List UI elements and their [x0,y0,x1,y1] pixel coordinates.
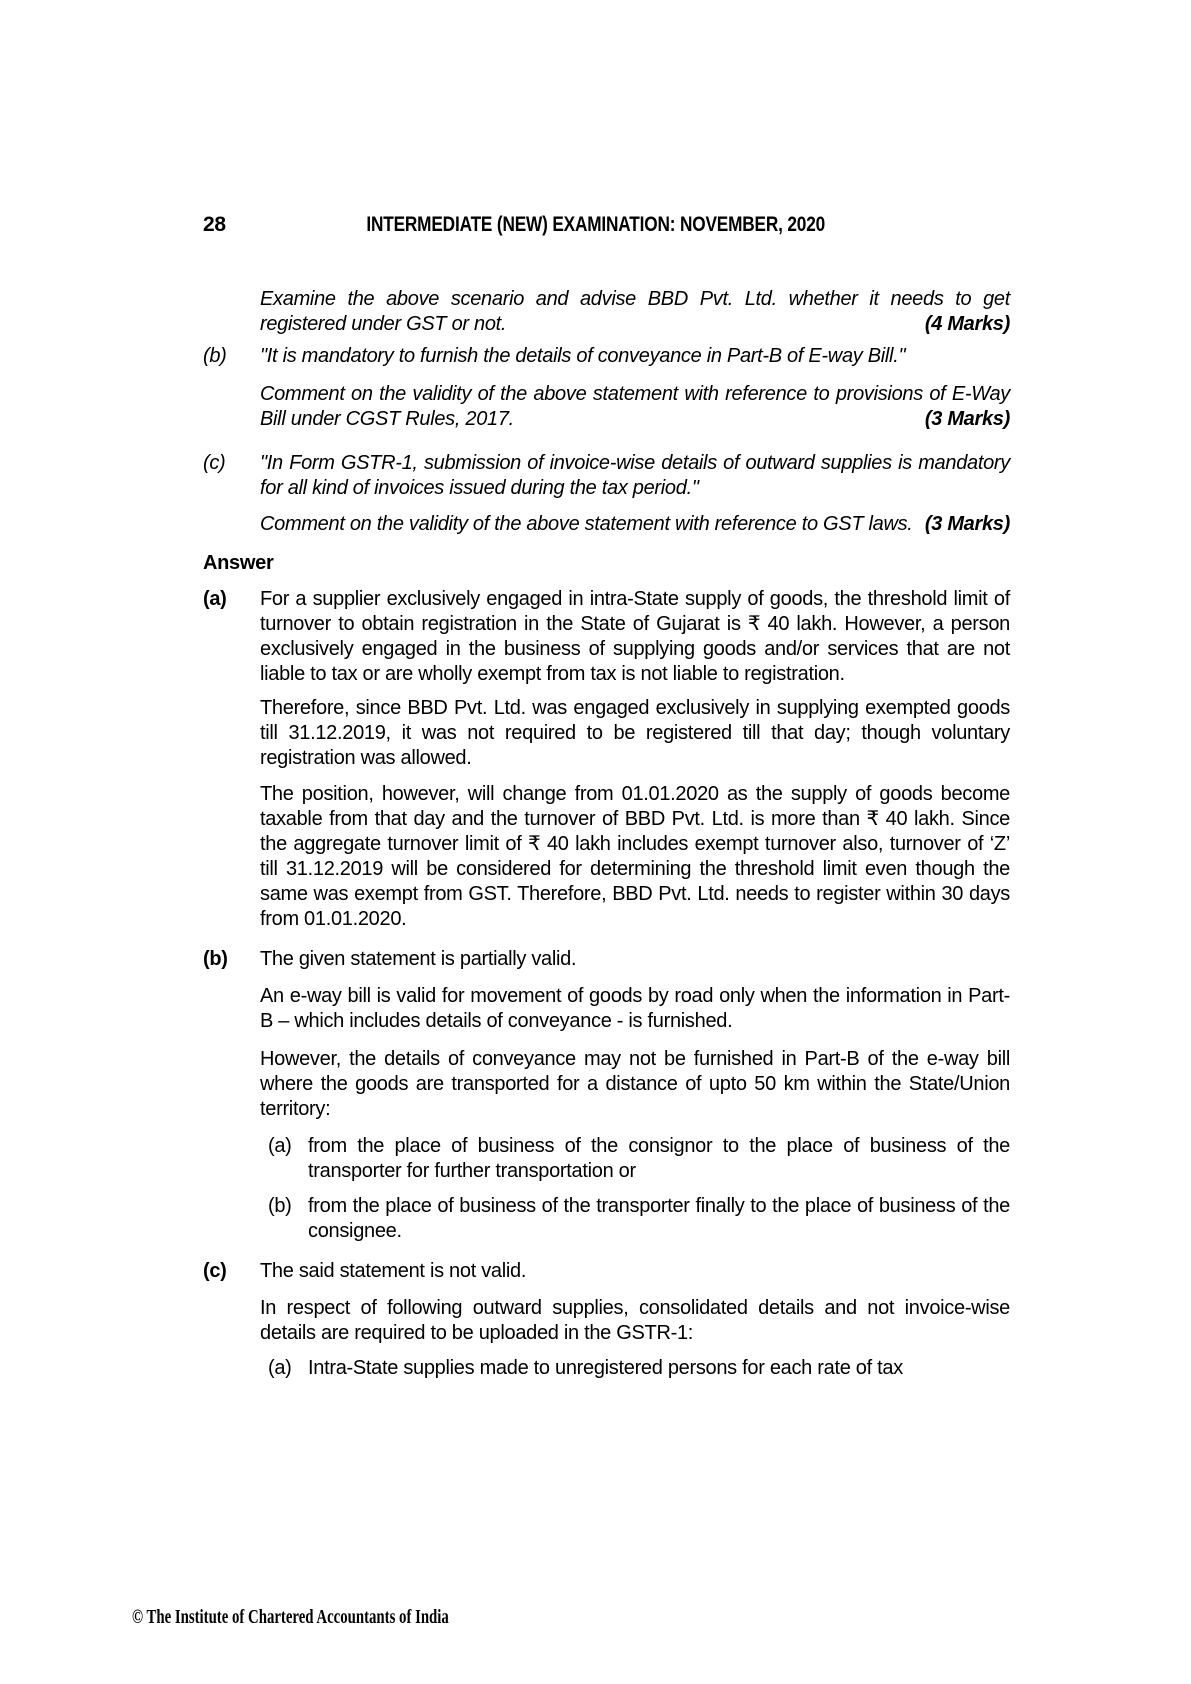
header [0,213,1191,237]
question-item-b-comment [260,382,1010,432]
question-item-c-marks: (3 Marks) [915,512,1010,537]
question-item-c-statement: "In Form GSTR-1, submission of invoice-wise details of outward supplies is mandatory for all kind of invoices issued during the tax period." [260,452,1010,499]
answer-b-subitem-a-text: from the place of business of the consignor to the place of business of the transporter for further transportation or [308,1135,1010,1182]
page-title: INTERMEDIATE (NEW) EXAMINATION: NOVEMBER, 2020 [366,213,825,236]
question-item-b-marks: (3 Marks) [915,407,1010,432]
question-item-b-label: (b) [203,345,227,367]
copyright-footer: © The Institute of Chartered Accountants of India [132,1606,449,1628]
answer-b-subitem-b-label: (b) [268,1195,292,1217]
question-item-b-statement: "It is mandatory to furnish the details of conveyance in Part-B of E-way Bill." [260,345,906,367]
answer-heading: Answer [203,552,274,574]
page-number: 28 [203,213,226,236]
question-item-c-comment-text: Comment on the validity of the above statement with reference to GST laws. [260,513,913,535]
answer-c-lead: The said statement is not valid. [260,1260,527,1282]
answer-a-paragraph-3: The position, however, will change from 01.01.2020 as the supply of goods become taxable from that day and the turnover of BBD Pvt. Ltd. is more than ₹ 40 lakh. Since the aggregate turnover limit of ₹ 40 lakh includes exempt turnover also, turnover of ‘Z’ till 31.12.2019 will be considered for determining the threshold limit even though the same was exempt from GST. Therefore, BBD Pvt. Ltd. needs to register within 30 days from 01.01.2020. [260,783,1010,930]
question-intro-text: Examine the above scenario and advise BBD Pvt. Ltd. whether it needs to get registered under GST or not. [260,288,1010,335]
answer-b-subitem-b-text: from the place of business of the transporter finally to the place of business of the consignee. [308,1195,1010,1242]
answer-b-lead: The given statement is partially valid. [260,948,577,970]
answer-a-paragraph-2: Therefore, since BBD Pvt. Ltd. was engaged exclusively in supplying exempted goods till 31.12.2019, it was not required to be registered till that day; though voluntary registration was allowed. [260,697,1010,769]
question-item-c-label: (c) [203,452,226,474]
question-item-c-comment [260,512,1010,537]
question-intro-marks: (4 Marks) [915,312,1010,337]
answer-b-label: (b) [203,948,228,970]
question-item-b-comment-text: Comment on the validity of the above statement with reference to provisions of E-Way Bill under CGST Rules, 2017. [260,383,1010,430]
question-intro-paragraph [260,287,1010,337]
answer-a-paragraph-1: For a supplier exclusively engaged in intra-State supply of goods, the threshold limit of turnover to obtain registration in the State of Gujarat is ₹ 40 lakh. However, a person exclusively engaged in the business of supplying goods and/or services that are not liable to tax or are wholly exempt from tax is not liable to registration. [260,588,1010,685]
answer-b-paragraph-1: An e-way bill is valid for movement of goods by road only when the information in Part-B – which includes details of conveyance - is furnished. [260,985,1010,1032]
answer-b-subitem-a-label: (a) [268,1135,292,1157]
answer-c-subitem-a-label: (a) [268,1357,292,1379]
answer-c-paragraph-1: In respect of following outward supplies, consolidated details and not invoice-wise details are required to be uploaded in the GSTR-1: [260,1297,1010,1344]
answer-c-subitem-a-text: Intra-State supplies made to unregistered persons for each rate of tax [308,1357,903,1379]
answer-c-label: (c) [203,1260,227,1282]
answer-b-paragraph-2: However, the details of conveyance may not be furnished in Part-B of the e-way bill where the goods are transported for a distance of upto 50 km within the State/Union territory: [260,1048,1010,1120]
answer-a-label: (a) [203,588,227,610]
